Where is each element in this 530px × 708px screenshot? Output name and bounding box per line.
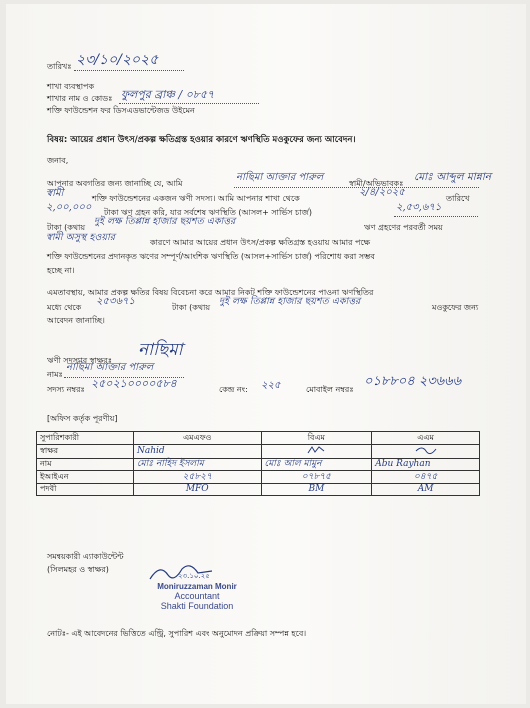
- after-loan-text: ঋণ গ্রহণের পরবর্তী সময়: [364, 223, 443, 232]
- words-label: টাকা (কথায়: [47, 223, 86, 232]
- row-label: স্বাক্ষর: [37, 444, 134, 458]
- mfo-ein: ২৫৮২৭: [134, 471, 262, 484]
- am-name: Abu Rayhan: [372, 458, 480, 471]
- p2-c: আবেদন জানাচ্ছি।: [47, 316, 105, 325]
- table-row: [37, 483, 480, 496]
- am-signature-mark: [414, 445, 438, 455]
- loan-date: ২/৪/২০২৫: [359, 187, 405, 198]
- footer-note: নোটঃ- এই আবেদনের ভিত্তিতে এন্ট্রি, সুপারিশ এবং অনুমোদন প্রক্রিয়া সম্পন্ন হবে।: [47, 629, 307, 638]
- table-header-row: [37, 432, 480, 445]
- p2-a: এমতাবস্থায়, আমার প্রকল্প ক্ষতির বিষয় বিবেচনা করে আমার নিকট শক্তি ফাউন্ডেশনের পাওনা ঋণস্থিতির: [47, 288, 374, 297]
- bm-signature: [261, 444, 372, 458]
- bm-signature-mark: [306, 445, 326, 455]
- accountant-stamp: [152, 582, 242, 611]
- mfo-name: মোঃ নাহিদ ইসলাম: [134, 458, 262, 471]
- center-label: কেন্দ্র নং:: [219, 385, 248, 394]
- am-signature: [372, 444, 480, 458]
- date-value: ২৩/১০/২০২৫: [76, 52, 159, 68]
- row-label: পদবী: [37, 483, 134, 496]
- approver-seal-label: (সিলমহর ও স্বাক্ষর): [47, 565, 109, 574]
- line-end-a: শক্তি ফাউন্ডেশনের প্রদানকৃত ঋণের সম্পূর্ণ/আংশিক ঋণস্থিতি (আসল+সার্ভিস চার্জ) পরিশোধ করা সম্ভব: [47, 252, 375, 261]
- relation: স্বামী: [46, 188, 64, 199]
- center-no: ২২৫: [261, 380, 281, 391]
- cause: স্বামী অসুস্থ হওয়ার: [46, 232, 115, 243]
- date-label: তারিখঃ: [47, 62, 72, 71]
- org-name: শক্তি ফাউন্ডেশন ফর ডিসএডভান্টেজড উইমেন: [47, 106, 195, 115]
- cause-text: কারণে আমার আয়ের প্রধান উৎস/প্রকল্প ক্ষতিগ্রস্ত হওয়ায় আমার পক্ষে: [150, 238, 371, 247]
- stamp-name: Moniruzzaman Monir: [157, 582, 237, 591]
- am-ein: ০৪৭৫: [372, 471, 480, 484]
- mobile-no: ০১৮৮০৪ ২৩৬৬৬: [364, 374, 462, 389]
- member-no: ২৫০২১০০০০৫৮৪: [91, 377, 177, 390]
- name-line: [234, 187, 479, 188]
- line-end-b: হচ্ছে না।: [47, 266, 75, 275]
- mfo-signature: Nahid: [134, 444, 262, 458]
- row-label: নাম: [37, 458, 134, 471]
- branch-line: [119, 103, 259, 104]
- table-header: বিএম: [261, 432, 372, 445]
- row-label: ইআইএন: [37, 471, 134, 484]
- p2-b-end: মওকুফের জন্য: [432, 303, 479, 312]
- loan-text: টাকা ঋণ গ্রহন করি, যার সর্বশেষ ঋণস্থিতি (আসল+ সার্ভিস চার্জ): [104, 208, 312, 217]
- bm-ein: ০৭৮৭৫: [261, 471, 372, 484]
- branch-label: শাখার নাম ও কোডঃ: [47, 94, 113, 103]
- balance-line: [394, 216, 478, 217]
- approver-sig-date: ২৩.১০.২৫: [178, 572, 210, 580]
- date-word: তারিখে: [446, 194, 470, 203]
- member-name: নাছিমা আক্তার পারুল: [66, 362, 154, 373]
- table-header: সুপারিশকারী: [37, 432, 134, 445]
- stamp-title: Accountant: [174, 591, 220, 601]
- table-header: এমএফও: [134, 432, 262, 445]
- date-line: [74, 70, 184, 71]
- table-row: [37, 458, 480, 471]
- table-row: [37, 471, 480, 484]
- member-name-label: নামঃ: [47, 370, 63, 379]
- waive-amount: ২৫৩৬৭১: [96, 296, 135, 307]
- am-designation: AM: [372, 483, 480, 496]
- mobile-label: মোবাইল নম্বরঃ: [306, 385, 354, 394]
- member-sig-label: ঋণী সদস্যার স্বাক্ষরঃ: [47, 356, 112, 365]
- branch-manager: শাখা ব্যবস্থাপক: [47, 82, 95, 91]
- subject-line: বিষয়: আয়ের প্রধান উৎস/প্রকল্প ক্ষতিগ্রস্ত হওয়ার কারণে ঋণস্থিতি মওকুফের জন্য আবেদন।: [47, 135, 356, 145]
- application-page: [6, 4, 526, 704]
- approver-title: সমন্বয়কারী এ্যাকাউন্টেন্ট: [47, 552, 124, 561]
- salutation: জনাব,: [47, 156, 69, 165]
- branch-value: ফুলপুর ব্রাঞ্চ / ০৮৫৭: [121, 88, 215, 101]
- p1-intro: আপনার অবগতির জন্য জানাচ্ছি যে, আমি: [47, 179, 183, 188]
- table-row: [37, 444, 480, 458]
- bm-designation: BM: [261, 483, 372, 496]
- p2-b-start: মধ্যে থেকে: [47, 303, 82, 312]
- balance-amount: ২,৫৩,৬৭১: [396, 202, 442, 213]
- words-label-2: টাকা (কথায়: [172, 303, 211, 312]
- stamp-org: Shakti Foundation: [160, 601, 234, 611]
- applicant-name: নাছিমা আক্তার পারুল: [236, 172, 324, 183]
- approval-table: [36, 431, 480, 496]
- table-header: এএম: [372, 432, 480, 445]
- office-label: [অফিস কর্তৃক পূরণীয়]: [47, 414, 118, 423]
- member-no-label: সদস্য নম্বরঃ: [47, 385, 85, 394]
- mfo-designation: MFO: [134, 483, 262, 496]
- bm-name: মোঃ আল মামুন: [261, 458, 372, 471]
- husband-name: মোঃ আব্দুল মান্নান: [414, 171, 492, 183]
- member-signature: নাছিমা: [138, 340, 183, 360]
- balance-words: দুই লক্ষ তিপ্পান্ন হাজার ছয়শত একাত্তর: [94, 216, 236, 227]
- loan-amount: ২,০০,০০০: [46, 202, 92, 213]
- husband-label: স্বামী/অভিভাবকঃ: [349, 179, 404, 188]
- waive-words: দুই লক্ষ তিপ্পান্ন হাজার ছয়শত একাত্তর: [219, 296, 361, 307]
- member-text: শক্তি ফাউন্ডেশনের একজন ঋণী সদস্য। আমি আপনার শাখা থেকে: [92, 194, 300, 203]
